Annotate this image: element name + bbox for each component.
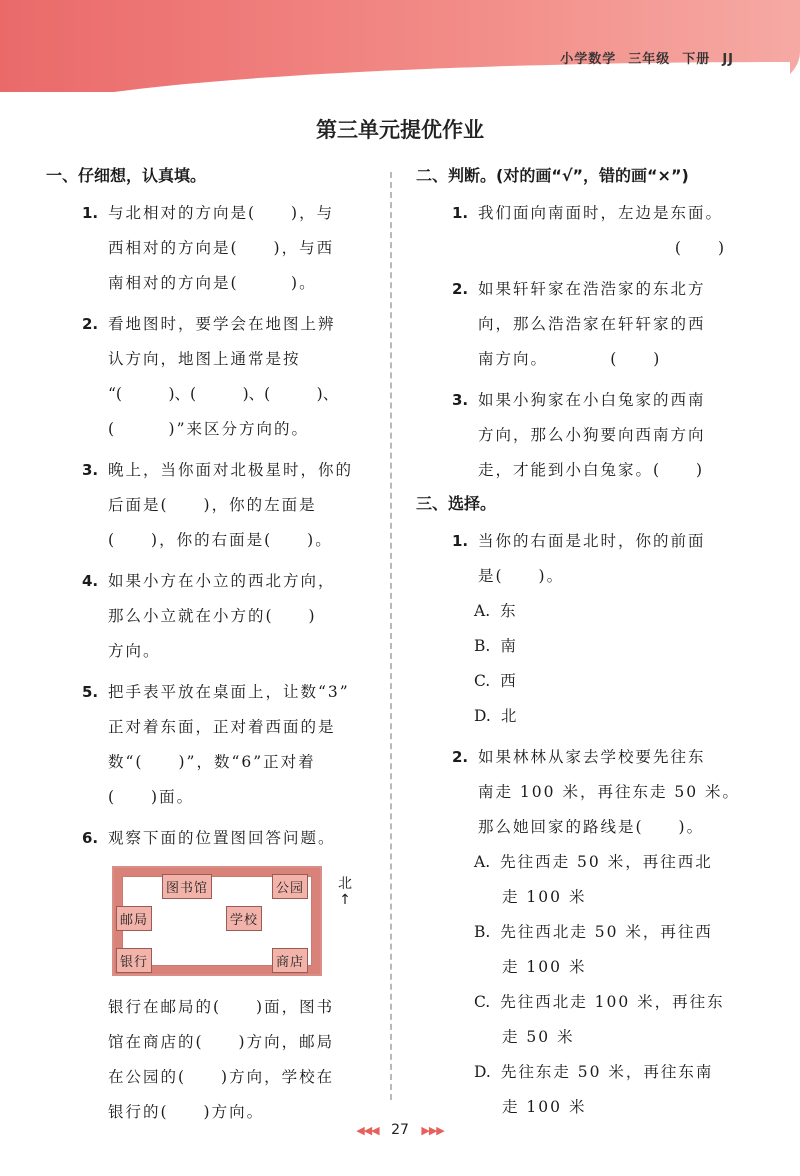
question-line: 方向，那么小狗要向西南方向 [478, 426, 706, 444]
question-line: 认方向，地图上通常是按 [108, 350, 301, 368]
question-line: 向，那么浩浩家在轩轩家的西 [478, 315, 706, 333]
question-line: ( )面。 [108, 788, 195, 806]
option-b[interactable] [416, 629, 756, 664]
right-column [416, 160, 756, 1125]
question-number: 1. [452, 532, 469, 550]
page-title: 第三单元提优作业 [316, 118, 484, 142]
question-line: ( )，你的右面是( )。 [108, 531, 333, 549]
question-line: 当你的右面是北时，你的前面 [478, 532, 706, 550]
section-3-title: 三、选择。 [416, 494, 497, 513]
question-line: 如果林林从家去学校要先往东 [478, 748, 706, 766]
question-1-3 [46, 453, 376, 558]
question-line: 方向。 [108, 642, 161, 660]
question-number: 4. [82, 572, 99, 590]
option-d[interactable] [416, 699, 756, 734]
question-2-3 [416, 383, 756, 488]
question-number: 3. [82, 461, 99, 479]
question-line: 那么小立就在小方的( ) [108, 607, 317, 625]
option-text: 北 [500, 707, 519, 725]
question-1-1 [46, 196, 376, 301]
column-divider [390, 172, 392, 1100]
left-arrows-icon: ◀◀◀ [356, 1124, 379, 1137]
question-line: 南相对的方向是( )。 [108, 274, 317, 292]
question-line: 在公园的( )方向，学校在 [108, 1068, 335, 1086]
question-line: 是( )。 [478, 567, 565, 585]
option-text: 走 50 米 [502, 1028, 575, 1046]
question-line: 南走 100 米，再往东走 50 米。 [478, 783, 741, 801]
post-office-box: 邮局 [116, 906, 152, 931]
answer-blank: ( ) [674, 239, 726, 257]
question-line: 观察下面的位置图回答问题。 [108, 829, 336, 847]
question-line: 南方向。 ( ) [478, 350, 662, 368]
option-text: 先往西北走 50 米，再往西 [500, 923, 713, 941]
right-arrows-icon: ▶▶▶ [421, 1124, 444, 1137]
shop-box: 商店 [272, 948, 308, 973]
question-1-6 [46, 821, 376, 856]
question-line: 我们面向南面时，左边是东面。 [478, 204, 724, 222]
question-number: 6. [82, 829, 99, 847]
question-line: 如果小方在小立的西北方向， [108, 572, 336, 590]
question-line: 如果轩轩家在浩浩家的东北方 [478, 280, 706, 298]
question-line: 数“( )”，数“6”正对着 [108, 753, 316, 771]
question-number: 5. [82, 683, 99, 701]
question-number: 2. [452, 748, 469, 766]
option-letter: B. [474, 637, 491, 655]
question-number: 1. [452, 204, 469, 222]
option-a[interactable] [416, 845, 756, 915]
option-text: 走 100 米 [502, 888, 587, 906]
question-number: 2. [452, 280, 469, 298]
option-letter: B. [474, 923, 491, 941]
option-text: 先往西北走 100 米，再往东 [500, 993, 725, 1011]
question-1-5 [46, 675, 376, 815]
library-box: 图书馆 [162, 874, 212, 899]
option-b[interactable] [416, 915, 756, 985]
question-line: 后面是( )，你的左面是 [108, 496, 317, 514]
bank-box: 银行 [116, 948, 152, 973]
option-c[interactable] [416, 664, 756, 699]
question-1-6-answer [46, 990, 376, 1130]
option-letter: D. [474, 1063, 491, 1081]
location-map [112, 866, 322, 976]
grade-label: 三年级 [628, 52, 671, 67]
option-letter: A. [474, 853, 491, 871]
question-line: “( )、( )、( )、 [108, 385, 339, 403]
option-text: 先往东走 50 米，再往东南 [500, 1063, 714, 1081]
page-footer [0, 1122, 800, 1138]
question-2-1 [416, 196, 756, 266]
option-letter: A. [474, 602, 491, 620]
subject-label: 小学数学 [560, 52, 617, 67]
question-line: 银行在邮局的( )面，图书 [108, 998, 335, 1016]
question-line: 把手表平放在桌面上，让数“3” [108, 683, 350, 701]
option-d[interactable] [416, 1055, 756, 1125]
question-number: 3. [452, 391, 469, 409]
option-letter: C. [474, 993, 491, 1011]
north-label: 北 [338, 876, 352, 892]
north-indicator [338, 876, 352, 908]
question-line: 银行的( )方向。 [108, 1103, 265, 1121]
question-3-1 [416, 524, 756, 594]
question-number: 1. [82, 204, 99, 222]
option-letter: C. [474, 672, 491, 690]
question-line: ( )”来区分方向的。 [108, 420, 310, 438]
question-line: 看地图时，要学会在地图上辨 [108, 315, 336, 333]
left-column [46, 160, 376, 1130]
section-1-title: 一、仔细想，认真填。 [46, 166, 207, 185]
school-box: 学校 [226, 906, 262, 931]
question-line: 晚上，当你面对北极星时，你的 [108, 461, 354, 479]
option-text: 西 [500, 672, 518, 690]
question-number: 2. [82, 315, 99, 333]
question-line: 如果小狗家在小白兔家的西南 [478, 391, 706, 409]
option-text: 东 [500, 602, 518, 620]
question-1-2 [46, 307, 376, 447]
volume-label: 下册 [682, 52, 711, 67]
book-label [548, 48, 734, 67]
question-line: 馆在商店的( )方向，邮局 [108, 1033, 335, 1051]
park-box: 公园 [272, 874, 308, 899]
question-3-2 [416, 740, 756, 845]
option-text: 走 100 米 [502, 958, 587, 976]
option-a[interactable] [416, 594, 756, 629]
edition-label: JJ [722, 52, 734, 67]
question-2-2 [416, 272, 756, 377]
question-line: 与北相对的方向是( )，与 [108, 204, 335, 222]
page-number: 27 [391, 1122, 409, 1138]
north-arrow-icon: ↑ [339, 892, 351, 908]
question-1-4 [46, 564, 376, 669]
question-line: 正对着东面，正对着西面的是 [108, 718, 336, 736]
option-letter: D. [474, 707, 491, 725]
option-c[interactable] [416, 985, 756, 1055]
map-area [46, 866, 376, 990]
option-text: 先往西走 50 米，再往西北 [500, 853, 713, 871]
question-line: 那么她回家的路线是( )。 [478, 818, 705, 836]
option-text: 南 [500, 637, 518, 655]
option-text: 走 100 米 [502, 1098, 587, 1116]
question-line: 走，才能到小白兔家。( ) [478, 461, 705, 479]
question-line: 西相对的方向是( )，与西 [108, 239, 335, 257]
section-2-title: 二、判断。(对的画“√”，错的画“×”) [416, 166, 689, 185]
